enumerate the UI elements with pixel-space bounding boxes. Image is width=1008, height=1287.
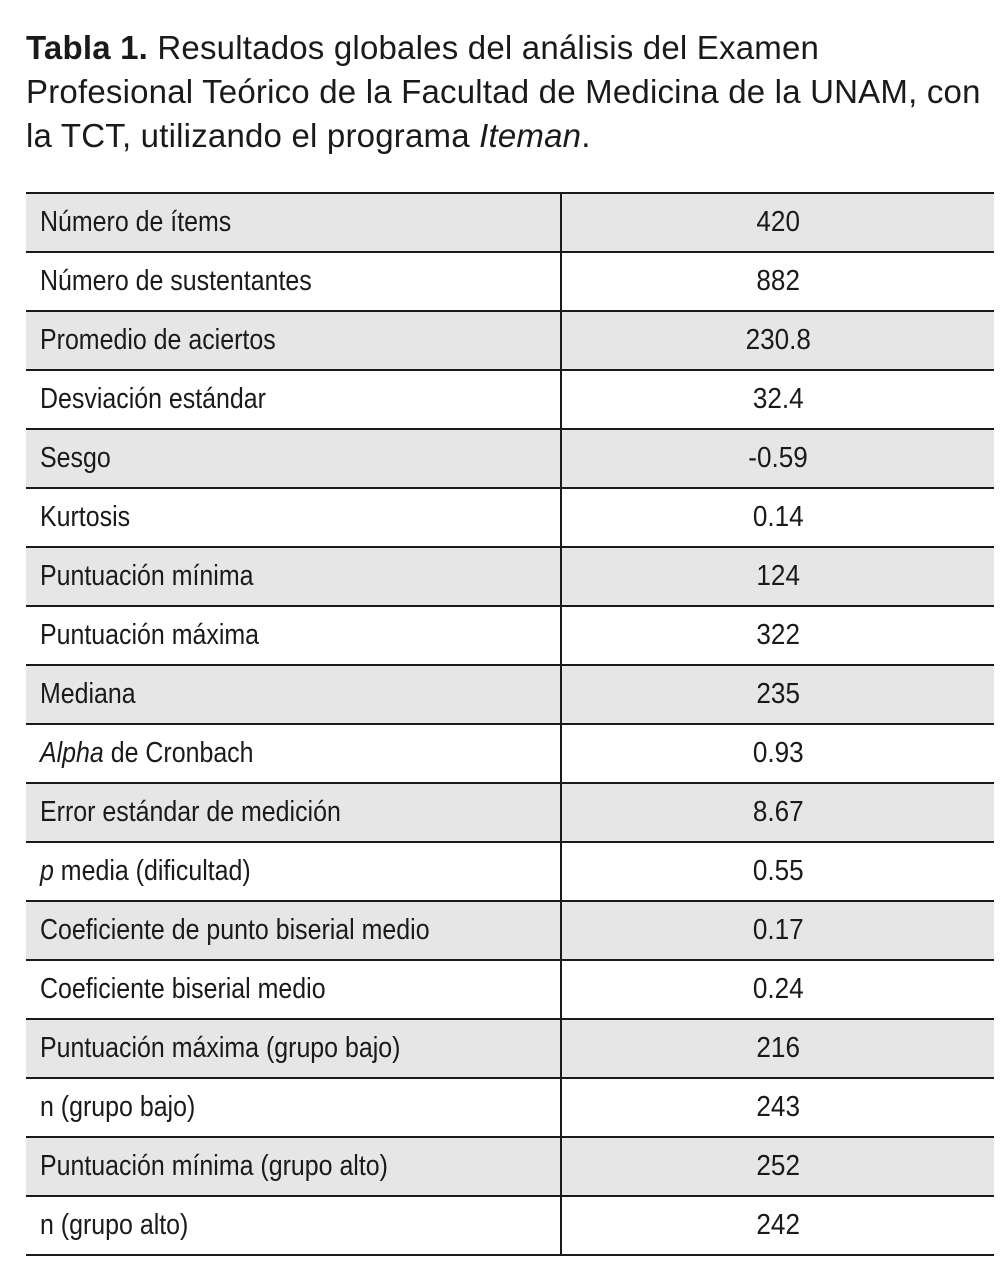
row-label-text: Puntuación máxima: [40, 619, 260, 651]
table-row: [26, 311, 994, 370]
row-label-cell: [26, 842, 561, 901]
row-label: [40, 501, 130, 534]
row-value-cell: [561, 783, 994, 842]
row-value: 124: [756, 560, 800, 592]
row-value: 420: [756, 206, 800, 238]
row-label-italic: Alpha: [40, 737, 104, 769]
row-label-cell: [26, 724, 561, 783]
row-label: [40, 1150, 388, 1183]
row-label-text: Kurtosis: [40, 501, 131, 533]
row-value-cell: [561, 665, 994, 724]
row-label-text: Número de sustentantes: [40, 265, 312, 297]
row-label: [40, 560, 253, 593]
row-value: 0.93: [752, 737, 804, 769]
row-value: 243: [756, 1091, 800, 1123]
row-value-cell: [561, 901, 994, 960]
row-value: 252: [756, 1150, 800, 1182]
row-label-cell: [26, 1196, 561, 1255]
row-value: 0.14: [752, 501, 804, 533]
row-label: [40, 973, 326, 1006]
row-label-text: Coeficiente de punto biserial medio: [40, 914, 430, 946]
table-caption-label: Tabla 1.: [26, 29, 149, 66]
row-value: 0.17: [752, 914, 804, 946]
row-value-cell: [561, 1196, 994, 1255]
row-label-text: Puntuación mínima: [40, 560, 254, 592]
row-label-text: Promedio de aciertos: [40, 324, 276, 356]
row-label-cell: [26, 193, 561, 252]
row-label: [40, 1032, 400, 1065]
table-row: [26, 1137, 994, 1196]
row-label-cell: [26, 429, 561, 488]
table-row: [26, 1078, 994, 1137]
row-label: [40, 442, 111, 475]
row-label: [40, 737, 254, 770]
row-label: [40, 914, 430, 947]
table-caption: [26, 26, 994, 158]
row-label-cell: [26, 960, 561, 1019]
table-row: [26, 606, 994, 665]
row-value: -0.59: [748, 442, 808, 474]
row-label: [40, 206, 231, 239]
table-row: [26, 842, 994, 901]
row-value-cell: [561, 488, 994, 547]
row-value: 8.67: [752, 796, 804, 828]
row-label: [40, 1209, 188, 1242]
table-caption-text: Resultados globales del análisis del Examen Profesional Teórico de la Facultad de Medicina de la UNAM, con la TCT, utilizando el programa: [26, 29, 981, 154]
row-value-cell: [561, 1019, 994, 1078]
row-value-cell: [561, 547, 994, 606]
row-label-cell: [26, 252, 561, 311]
row-value-cell: [561, 252, 994, 311]
row-label-text: n (grupo bajo): [40, 1091, 196, 1123]
row-label-cell: [26, 665, 561, 724]
table-row: [26, 547, 994, 606]
row-label: [40, 796, 341, 829]
table-row: [26, 960, 994, 1019]
row-label-text: Puntuación máxima (grupo bajo): [40, 1032, 401, 1064]
row-label-cell: [26, 1019, 561, 1078]
row-label-text: de Cronbach: [103, 737, 254, 769]
row-label-text: Error estándar de medición: [40, 796, 341, 828]
table-caption-program-name: Iteman: [479, 117, 582, 154]
row-label-cell: [26, 783, 561, 842]
table-row: [26, 252, 994, 311]
row-label-text: media (dificultad): [53, 855, 251, 887]
row-label-cell: [26, 547, 561, 606]
row-value: 242: [756, 1209, 800, 1241]
row-value: 230.8: [745, 324, 811, 356]
row-value-cell: [561, 1078, 994, 1137]
results-table: [26, 192, 994, 1256]
row-label-cell: [26, 488, 561, 547]
table-row: [26, 724, 994, 783]
table-row: [26, 370, 994, 429]
row-label-text: Sesgo: [40, 442, 111, 474]
row-value: 0.24: [752, 973, 804, 1005]
row-label-text: n (grupo alto): [40, 1209, 189, 1241]
row-label: [40, 265, 312, 298]
row-value: 882: [756, 265, 800, 297]
row-label-cell: [26, 1137, 561, 1196]
row-value-cell: [561, 606, 994, 665]
table-row: [26, 901, 994, 960]
row-label-cell: [26, 311, 561, 370]
row-label: [40, 1091, 195, 1124]
row-value-cell: [561, 429, 994, 488]
row-label-cell: [26, 370, 561, 429]
table-row: [26, 1019, 994, 1078]
row-label-cell: [26, 606, 561, 665]
row-value: 216: [756, 1032, 800, 1064]
table-row: [26, 193, 994, 252]
row-value: 235: [756, 678, 800, 710]
row-value: 0.55: [752, 855, 804, 887]
row-label: [40, 619, 259, 652]
row-value-cell: [561, 370, 994, 429]
row-label-text: Coeficiente biserial medio: [40, 973, 326, 1005]
row-label: [40, 324, 276, 357]
row-label-text: Puntuación mínima (grupo alto): [40, 1150, 388, 1182]
row-label: [40, 678, 136, 711]
table-row: [26, 488, 994, 547]
row-value-cell: [561, 1137, 994, 1196]
table-row: [26, 783, 994, 842]
row-label-text: Desviación estándar: [40, 383, 266, 415]
table-row: [26, 429, 994, 488]
table-caption-end: .: [581, 117, 591, 154]
row-label-italic: p: [40, 855, 54, 887]
row-label: [40, 855, 251, 888]
row-value-cell: [561, 193, 994, 252]
row-value-cell: [561, 960, 994, 1019]
row-value: 32.4: [752, 383, 804, 415]
row-value-cell: [561, 724, 994, 783]
row-label-cell: [26, 1078, 561, 1137]
results-table-body: [26, 193, 994, 1255]
row-label-text: Número de ítems: [40, 206, 232, 238]
row-value: 322: [756, 619, 800, 651]
row-value-cell: [561, 842, 994, 901]
table-row: [26, 665, 994, 724]
table-row: [26, 1196, 994, 1255]
row-label-cell: [26, 901, 561, 960]
row-value-cell: [561, 311, 994, 370]
row-label-text: Mediana: [40, 678, 136, 710]
row-label: [40, 383, 266, 416]
